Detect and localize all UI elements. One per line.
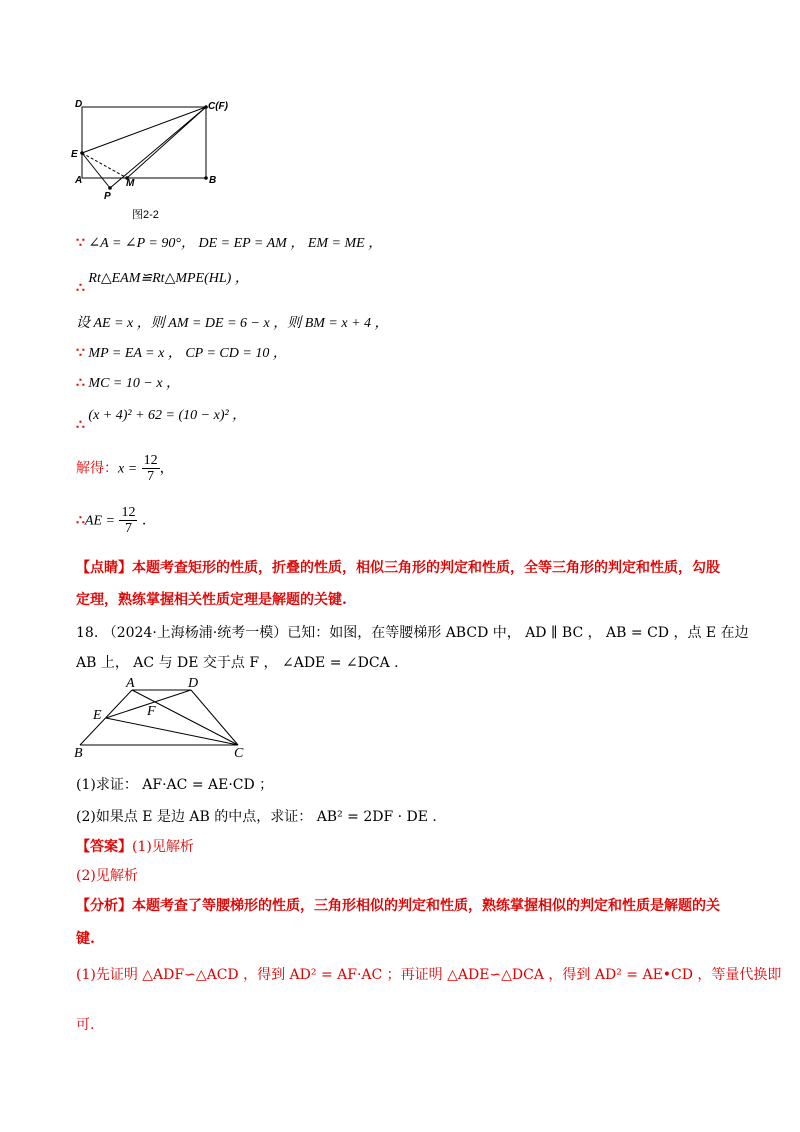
solution-line-8	[76, 505, 146, 536]
label-e: E	[71, 149, 78, 160]
segment-ec	[82, 107, 206, 153]
problem-18-line-1: 18. （2024·上海杨浦·统考一模）已知：如图，在等腰梯形 ABCD 中， AD ∥ BC ， AB = CD ，点 E 在边	[76, 625, 749, 641]
point-dot	[108, 186, 112, 190]
figure-rectangle-fold	[60, 95, 250, 210]
segment-pc	[110, 107, 206, 188]
denominator: 7	[124, 521, 132, 536]
solution-line-4	[76, 343, 287, 364]
expr-lhs: AE =	[84, 513, 115, 529]
solution-line-2	[76, 268, 249, 296]
expr: Rt△EAM≌Rt△MPE(HL) ，	[84, 271, 249, 286]
solution-line-7	[76, 453, 174, 484]
expr-lhs: x =	[118, 461, 138, 477]
fraction	[142, 453, 160, 484]
label-m: M	[126, 178, 135, 189]
comment-line-2: 定理，熟练掌握相关性质定理是解题的关键.	[76, 592, 347, 608]
question-2: (2)如果点 E 是边 AB 的中点，求证： AB² = 2DF · DE .	[76, 809, 437, 825]
label-b: B	[209, 175, 217, 186]
analysis-line-1	[76, 895, 720, 915]
expr: MP = EA = x ， CP = CD = 10 ，	[84, 346, 287, 361]
because-symbol: ∵	[76, 345, 85, 361]
segment-em-dashed	[82, 153, 127, 178]
label-p: P	[104, 191, 111, 202]
therefore-symbol: ∴	[76, 417, 85, 433]
label-c: C	[234, 746, 244, 761]
fraction	[119, 505, 137, 536]
solve-prefix: 解得：	[76, 460, 118, 477]
expr: 设 AE = x ，则 AM = DE = 6 − x ，则 BM = x + 4 ，	[76, 316, 389, 331]
point-dot	[80, 151, 84, 155]
rectangle-abcd	[82, 107, 206, 178]
point-dot	[204, 176, 208, 180]
numerator: 12	[143, 453, 158, 468]
step-1-line-1: (1)先证明 △ADF∽△ACD ，得到 AD² = AF·AC ；再证明 △ADE∽△DCA ，得到 AD² = AE•CD ，等量代换即	[76, 967, 782, 983]
punct: .	[137, 512, 147, 529]
solution-line-3	[76, 313, 389, 334]
expr: (x + 4)² + 62 = (10 − x)² ，	[84, 408, 247, 423]
comment-tag: 【点睛】	[76, 560, 132, 576]
comment-line-1	[76, 557, 720, 577]
therefore-symbol: ∴	[76, 280, 85, 296]
label-b: B	[74, 746, 83, 761]
therefore-symbol: ∴	[76, 512, 85, 529]
therefore-symbol: ∴	[76, 375, 85, 391]
answer-text: (1)见解析	[132, 839, 194, 855]
label-a: A	[126, 676, 135, 691]
label-d: D	[188, 676, 199, 691]
label-a: A	[75, 175, 83, 186]
solution-line-6	[76, 405, 247, 433]
denominator: 7	[147, 469, 155, 484]
expr: MC = 10 − x ，	[84, 376, 181, 391]
because-symbol: ∵	[76, 235, 85, 251]
comment-text: 本题考查矩形的性质，折叠的性质，相似三角形的判定和性质，全等三角形的判定和性质，勾股	[132, 560, 720, 576]
step-1-line-2: 可.	[76, 1017, 95, 1033]
segment-mc	[127, 107, 206, 178]
answer-line-1	[76, 836, 194, 856]
punct: ，	[159, 460, 174, 477]
segment-ep	[82, 153, 110, 188]
label-c-f: C(F)	[208, 101, 228, 112]
label-f: F	[147, 704, 156, 719]
analysis-text: 本题考查了等腰梯形的性质，三角形相似的判定和性质，熟练掌握相似的判定和性质是解题的关	[132, 898, 720, 914]
figure-caption: 图2-2	[132, 209, 159, 221]
answer-line-2: (2)见解析	[76, 868, 138, 884]
numerator: 12	[121, 505, 136, 520]
problem-18-line-2: AB 上， AC 与 DE 交于点 F ， ∠ADE = ∠DCA .	[76, 655, 399, 671]
label-e: E	[93, 708, 102, 723]
label-d: D	[75, 99, 83, 110]
solution-line-5	[76, 373, 180, 394]
question-1: (1)求证： AF·AC = AE·CD ；	[76, 777, 274, 793]
answer-tag: 【答案】	[76, 839, 132, 855]
solution-line-1	[76, 233, 382, 254]
expr: ∠A = ∠P = 90°， DE = EP = AM ， EM = ME ，	[84, 236, 383, 251]
analysis-line-2: 键.	[76, 931, 95, 947]
analysis-tag: 【分析】	[76, 898, 132, 914]
